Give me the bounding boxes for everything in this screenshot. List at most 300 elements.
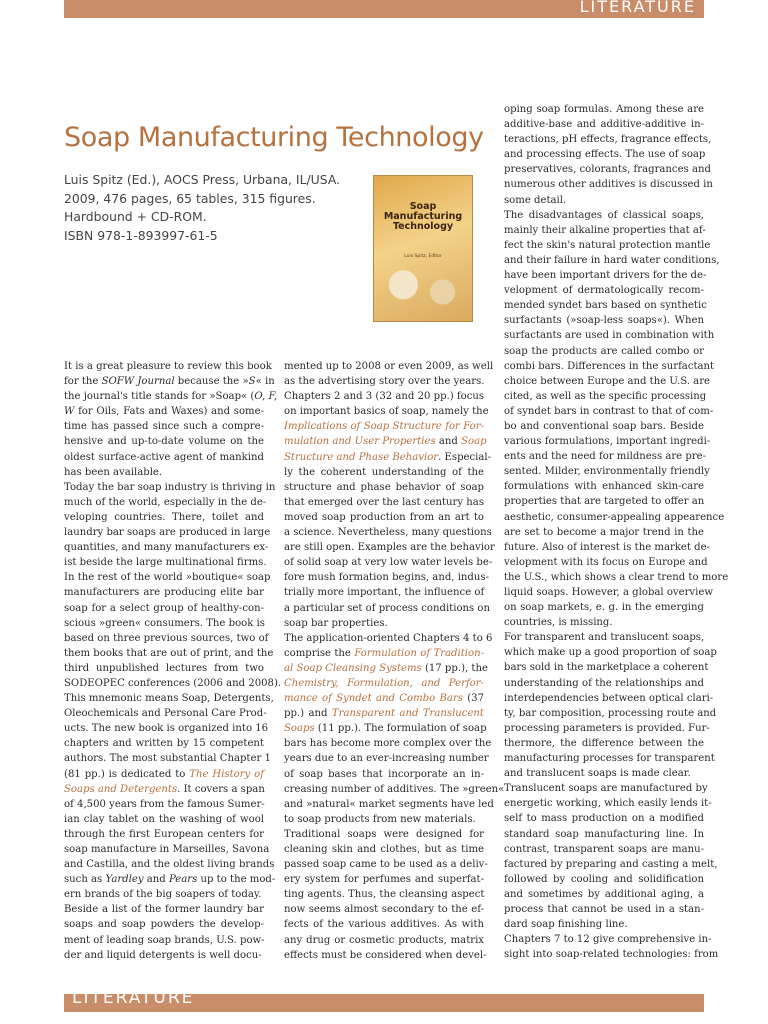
text-segment: and their failure in hard water conditions, [504,254,720,266]
header-bar [64,0,704,18]
text-segment: are set to become a major trend in the [504,526,704,538]
text-segment: contrast, transparent soaps are manu- [504,843,704,855]
text-line [504,766,704,781]
text-line [284,812,484,827]
text-line [504,344,704,359]
text-segment: It is a great pleasure to review this book [64,361,272,372]
text-line [504,645,717,660]
text-line [64,721,269,736]
text-segment: as the advertising story over the years. [284,376,485,388]
text-segment: soaps and soap powders the develop- [64,919,264,931]
text-line [504,419,704,434]
text-line [284,706,484,721]
text-segment: and translucent soaps is made clear. [504,768,691,780]
text-line [504,540,710,555]
text-segment: based on three previous sources, two of [64,632,269,644]
text-line [64,706,267,721]
text-line [64,797,264,812]
text-segment: oldest surface-active agent of mankind [64,451,264,463]
text-segment: ern brands of the big soapers of today. [64,889,262,901]
text-segment: Today the bar soap industry is thriving in [64,481,276,493]
text-line [504,223,704,238]
text-line [284,646,484,661]
text-segment: pp.) and [284,708,332,720]
text-line [284,359,494,374]
text-line [504,570,729,585]
meta-line-format: Hardbound + CD-ROM. [64,209,207,224]
text-line [504,434,711,449]
text-line [64,510,264,525]
text-line [64,555,267,570]
text-segment: to soap products from new materials. [284,813,476,825]
text-line [64,736,264,751]
chapter-title-text: mulation and User Properties [284,436,436,448]
text-segment: Chapters 2 and 3 (32 and 20 pp.) focus [284,391,485,403]
text-line [284,797,494,812]
text-segment: ery system for perfumes and superfat- [284,874,484,886]
book-metadata [64,171,354,245]
text-line [504,298,707,313]
text-line [64,872,276,887]
text-line [504,827,704,842]
text-segment: In the rest of the world »boutique« soap [64,572,271,584]
text-segment: which make up a good proportion of soap [504,647,717,659]
text-line [64,404,264,419]
text-line [504,600,704,615]
text-line [504,706,717,721]
text-line [284,616,484,631]
text-line [64,827,264,842]
text-segment: now seems almost secondary to the ef- [284,904,484,916]
cover-title: Soap Manufacturing Technology [383,201,463,232]
text-segment: interdependencies between optical clari- [504,692,714,704]
text-line [64,419,264,434]
text-segment: ty, bar composition, processing route and [504,707,717,719]
text-segment: (11 pp.). The formulation of soap [314,723,487,735]
text-segment: future. Also of interest is the market de- [504,541,710,553]
text-line [504,660,709,675]
text-line [504,479,704,494]
text-segment: « in [255,376,275,388]
text-line [284,691,484,706]
italic-text: O, F, [254,391,278,403]
text-line [64,601,264,616]
text-segment: and [143,874,169,886]
text-line [284,480,484,495]
text-line [504,162,711,177]
text-segment: such as [64,874,106,886]
footer-bar [64,988,704,1012]
text-segment: of 4,500 years from the famous Sumer- [64,798,265,810]
text-segment: bars has become more complex over the [284,738,492,750]
text-line [284,751,489,766]
text-line [64,767,264,782]
text-segment: various formulations, important ingredi- [504,436,711,448]
text-segment: soap for a select group of healthy-con- [64,602,264,614]
text-line [284,721,487,736]
text-segment: SODEOPEC conferences (2006 and 2008). [64,677,282,689]
text-line [504,857,718,872]
text-line [504,585,713,600]
text-segment: This mnemonic means Soap, Detergents, [64,693,274,705]
text-line [284,585,484,600]
text-segment: properties that are targeted to offer an [504,496,705,508]
text-line [504,615,704,630]
article-title: Soap Manufacturing Technology [64,122,484,153]
text-line [504,781,708,796]
text-line [284,374,484,389]
text-line [504,796,712,811]
text-line [64,933,264,948]
text-line [504,117,704,132]
text-line [504,494,704,509]
text-segment: . It covers a span [177,783,265,795]
text-line [64,676,282,691]
italic-text: Yardley [105,874,144,886]
text-segment: trially more important, the influence of [284,587,485,599]
text-line [504,374,710,389]
text-line [284,827,484,842]
text-segment: because the » [174,376,249,388]
text-segment: a particular set of process conditions on [284,602,490,614]
text-segment: choice between Europe and the U.S. are [504,375,710,387]
meta-line-isbn: ISBN 978-1-893997-61-5 [64,227,218,243]
text-line [504,751,715,766]
text-segment: Beside a list of the former laundry bar [64,904,264,916]
text-segment: bars sold in the marketplace a coherent [504,662,709,674]
text-line [504,721,710,736]
text-line [64,917,264,932]
text-segment: creasing number of additives. The »green« [284,783,505,795]
text-segment: (37 [462,693,484,705]
text-segment: a science. Nevertheless, many questions [284,527,492,539]
text-segment: and processing effects. The use of soap [504,149,706,161]
text-line [504,932,712,947]
text-line [64,465,264,480]
text-line [504,887,704,902]
italic-text: W [64,406,75,418]
text-segment: have been important drivers for the de- [504,270,707,282]
text-segment: veloping countries. There, toilet and [64,511,264,523]
text-segment: ist beside the large multinational firms. [64,557,267,569]
text-line [64,389,278,404]
text-segment: that emerged over the last century has [284,496,484,508]
text-line [284,450,492,465]
text-segment: Traditional soaps were designed for [284,828,484,840]
text-segment: Oleochemicals and Personal Care Prod- [64,708,267,720]
text-segment: them books that are out of print, and the [64,647,274,659]
text-line [504,313,704,328]
text-segment: structure and phase behavior of soap [284,481,484,493]
text-line [504,947,719,962]
text-segment: bo and conventional soap bars. Beside [504,420,704,432]
text-segment: liquid soaps. However, a global overview [504,587,713,598]
text-segment: and sometimes by additional aging, a [504,888,704,900]
chapter-title-text: mance of Syndet and Combo Bars [284,693,463,705]
text-line [504,630,704,645]
text-segment: sight into soap-related technologies: from [504,949,719,961]
text-line [64,691,274,706]
text-line [284,465,484,480]
text-segment: ents and the need for mildness are pre- [504,451,707,463]
meta-line-editor: Luis Spitz (Ed.), AOCS Press, Urbana, IL/USA. [64,172,341,187]
chapter-title-text: Transparent and Translucent [331,708,484,720]
text-segment: ly the coherent understanding of the [284,466,484,478]
text-segment: manufacturing processes for transparent [504,753,715,765]
text-segment: thermore, the difference between the [504,737,704,749]
text-segment: self to mass production on a modified [504,813,704,825]
text-line [64,902,264,917]
text-segment: hensive and up-to-date volume on the [64,436,264,448]
text-segment: and [435,436,462,448]
chapter-title-text: Soap [461,436,487,448]
text-segment: years due to an ever-increasing number [284,753,489,765]
text-segment: for Oils, Fats and Waxes) and some- [74,406,264,418]
text-line [284,842,484,857]
text-line [504,917,704,932]
text-line [284,782,505,797]
italic-text: S [248,376,256,388]
text-segment: time has passed since such a compre- [64,421,264,433]
text-line [64,782,264,797]
text-segment: standard soap manufacturing line. In [504,828,704,840]
text-line [504,359,715,374]
text-segment: manufacturers are producing elite bar [64,587,264,599]
text-line [504,268,707,283]
text-segment: understanding of the relationships and [504,677,704,689]
chapter-title-text: al Soap Cleansing Systems [284,662,422,674]
text-segment: has been available. [64,466,163,478]
text-segment: mended syndet bars based on synthetic [504,300,707,312]
text-line [284,540,495,555]
text-segment: ting agents. Thus, the cleansing aspect [284,889,485,901]
chapter-title-text: Formulation of Tradition- [354,647,484,659]
text-line [284,948,487,963]
text-line [504,404,714,419]
section-label: LITERATURE [579,0,696,16]
text-line [504,102,704,117]
italic-text: SOFW Journal [101,376,175,388]
text-line [284,917,484,932]
text-segment: soap the products are called combo or [504,345,704,357]
text-line [284,767,484,782]
text-segment: scious »green« consumers. The book is [64,617,265,629]
text-segment: processing parameters is provided. Fur- [504,722,710,734]
text-line [64,374,275,389]
text-segment: aesthetic, consumer-appealing appearence [504,511,725,523]
text-line [504,208,704,223]
text-segment: much of the world, especially in the de- [64,496,267,508]
text-line [504,177,713,192]
text-line [284,525,492,540]
text-segment: the journal's title stands for »Soap« ( [64,391,255,403]
text-segment: (17 pp.), the [421,662,488,674]
meta-line-pages: 2009, 476 pages, 65 tables, 315 figures. [64,190,316,206]
text-line [64,434,264,449]
text-segment: countries, is missing. [504,617,613,629]
text-segment: numerous other additives is discussed in [504,179,713,191]
text-segment: for the [64,376,102,388]
text-segment: preservatives, colorants, fragrances and [504,164,711,176]
text-column-2 [284,359,505,963]
chapter-title-text: The History of [189,768,264,780]
text-line [284,736,492,751]
text-line [504,449,707,464]
text-segment: comprise the [284,647,355,659]
text-segment: surfactants (»soap-less soaps«). When [504,315,704,327]
text-segment: ucts. The new book is organized into 16 [64,723,269,735]
text-segment: mented up to 2008 or even 2009, as well [284,361,494,372]
text-segment: velopment of dermatologically recom- [504,285,704,297]
text-line [64,751,271,766]
text-line [284,404,489,419]
text-line [504,283,704,298]
text-segment: followed by cooling and solidification [504,873,704,885]
text-line [284,555,493,570]
text-line [504,132,712,147]
text-segment: on soap markets, e. g. in the emerging [504,602,704,614]
cover-author: Luis Spitz, Editor [404,254,442,259]
text-line [64,812,264,827]
text-line [504,872,704,887]
text-segment: process that cannot be used in a stan- [504,903,704,915]
text-column-1 [64,359,282,963]
text-segment: factured by preparing and casting a melt, [504,858,718,870]
text-segment: and Castilla, and the oldest living brands [64,859,275,871]
text-line [64,540,269,555]
text-segment: authors. The most substantial Chapter 1 [64,753,271,765]
text-line [504,238,711,253]
text-segment: fects of the various additives. As with [284,919,484,931]
text-line [64,495,267,510]
text-line [504,253,720,268]
text-segment: on important basics of soap, namely the [284,406,489,418]
text-line [284,510,484,525]
text-line [284,872,484,887]
text-segment: The disadvantages of classical soaps, [504,209,704,221]
text-segment: of syndet bars in contrast to that of com- [504,405,714,417]
text-segment: The application-oriented Chapters 4 to 6 [284,632,493,644]
text-line [284,661,488,676]
text-line [504,842,704,857]
chapter-title-text: Implications of Soap Structure for For- [284,421,484,433]
text-segment: laundry bar soaps are produced in large [64,527,271,539]
chapter-title-text: Soaps [284,723,315,735]
text-line [504,193,704,208]
text-line [504,676,704,691]
text-segment: and »natural« market segments have led [284,798,494,810]
text-line [64,646,274,661]
footer-section-label: LITERATURE [72,988,195,1008]
text-line [64,857,275,872]
text-line [284,389,484,404]
text-column-3 [504,102,729,962]
text-segment: up to the mod- [197,874,276,886]
text-segment: fect the skin's natural protection mantle [504,239,711,251]
text-segment: third unpublished lectures from two [64,662,264,674]
text-line [284,419,484,434]
text-segment: through the first European centers for [64,828,264,840]
text-line [504,147,704,162]
text-segment: ian clay tablet on the washing of wool [64,813,264,825]
text-segment: effects must be considered when devel- [284,949,487,961]
text-segment: formulations with enhanced skin-care [504,481,704,493]
text-line [504,328,715,343]
text-line [284,933,484,948]
text-line [284,857,488,872]
text-line [64,842,270,857]
text-segment: some detail. [504,194,567,206]
text-line [64,450,264,465]
text-segment: dard soap finishing line. [504,919,628,931]
book-cover-image [374,176,472,321]
text-line [64,359,272,374]
text-segment: surfactants are used in combination with [504,330,715,342]
chapter-title-text: Structure and Phase Behavior [284,451,439,463]
text-segment: velopment with its focus on Europe and [504,556,708,568]
text-segment: cleaning skin and clothes, but as time [284,844,484,855]
text-segment: of soap bases that incorporate an in- [284,768,484,780]
text-segment: fore mush formation begins, and, indus- [284,572,489,584]
text-segment: chapters and written by 15 competent [64,738,264,750]
text-line [284,434,487,449]
text-line [504,555,708,570]
text-segment: are still open. Examples are the behavior [284,542,495,554]
text-line [64,616,264,631]
text-segment: quantities, and many manufacturers ex- [64,542,269,554]
text-line [64,948,264,963]
text-segment: mainly their alkaline properties that af- [504,224,706,236]
text-line [504,691,714,706]
text-line [284,887,484,902]
text-line [504,464,710,479]
text-line [64,480,276,495]
text-line [64,661,264,676]
text-line [284,631,493,646]
text-segment: any drug or cosmetic products, matrix [284,934,484,946]
text-segment: soap manufacture in Marseilles, Savona [64,844,270,855]
text-segment: the U.S., which shows a clear trend to more [504,571,729,583]
text-line [504,736,704,751]
text-line [284,495,484,510]
text-segment: of solid soap at very low water levels be- [284,557,493,569]
text-line [64,887,264,902]
text-line [284,676,484,691]
text-line [64,525,271,540]
text-segment: ment of leading soap brands, U.S. pow- [64,934,265,946]
text-segment: additive-base and additive-additive in- [504,119,704,131]
text-segment: oping soap formulas. Among these are [504,104,704,115]
text-segment: For transparent and translucent soaps, [504,632,705,644]
text-segment: passed soap came to be used as a deliv- [284,859,488,871]
text-segment: combi bars. Differences in the surfactant [504,360,715,372]
text-line [284,902,484,917]
text-segment: (81 pp.) is dedicated to [64,768,190,780]
text-segment: cited, as well as the specific processing [504,390,707,402]
text-line [504,389,707,404]
text-segment: teractions, pH effects, fragrance effects, [504,134,712,146]
text-segment: der and liquid detergents is well docu- [64,949,262,961]
text-segment: energetic working, which easily lends it- [504,798,712,810]
italic-text: Pears [168,874,198,886]
text-line [504,902,704,917]
text-segment: moved soap production from an art to [284,511,484,523]
text-line [64,585,264,600]
text-segment: Translucent soaps are manufactured by [504,783,708,795]
text-line [504,811,704,826]
chapter-title-text: Chemistry, Formulation, and Perfor- [284,677,484,689]
text-line [504,510,725,525]
